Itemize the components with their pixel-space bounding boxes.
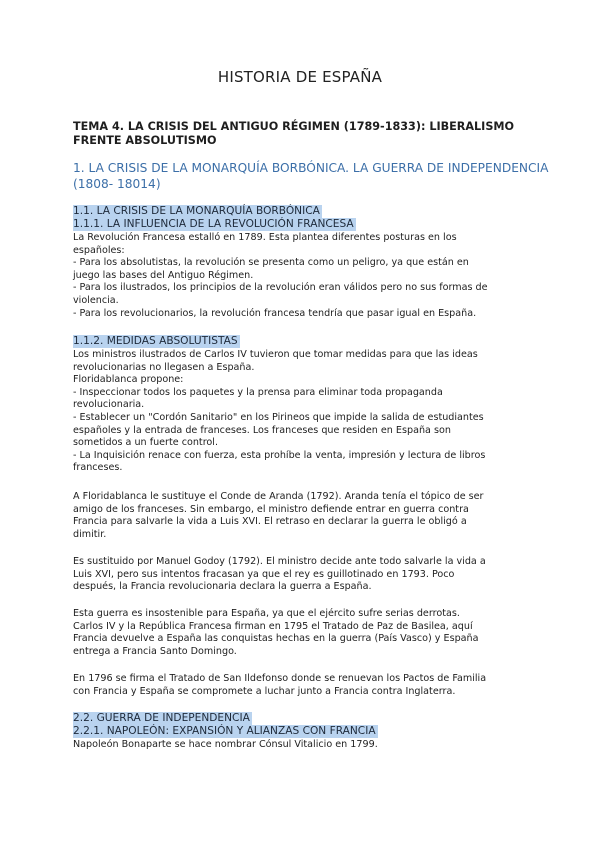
text-line: - Establecer un "Cordón Sanitario" en los Pirineos que impide la salida de estudiantes xyxy=(73,411,484,423)
document-title: HISTORIA DE ESPAÑA xyxy=(217,68,383,86)
text-line: Francia devuelve a España las conquistas hechas en la guerra (País Vasco) y España xyxy=(73,633,479,645)
text-line: sometidos a un fuerte control. xyxy=(73,437,219,449)
text-line: violencia. xyxy=(73,294,119,306)
text-line: revolucionaria. xyxy=(73,399,145,411)
text-line: Francia para salvarle la vida a Luis XVI. El retraso en declarar la guerra le obligó a xyxy=(73,516,467,528)
text-line: juego las bases del Antiguo Régimen. xyxy=(73,269,254,281)
heading-block-1-1 xyxy=(73,205,543,231)
paragraph-napoleon xyxy=(73,739,543,752)
text-line: - Para los revolucionarios, la revolución francesa tendría que pasar igual en España. xyxy=(73,307,477,319)
paragraph-aranda xyxy=(73,491,543,541)
heading-2-2-1: 2.2.1. NAPOLEÓN: EXPANSIÓN Y ALIANZAS CON FRANCIA xyxy=(73,725,376,737)
text-line: franceses. xyxy=(73,462,123,474)
text-line: amigo de los franceses. Sin embargo, el ministro defiende entrar en guerra contra xyxy=(73,503,469,515)
text-line: - La Inquisición renace con fuerza, esta prohíbe la venta, impresión y lectura de libros xyxy=(73,449,486,461)
heading-1-1: 1.1. LA CRISIS DE LA MONARQUÍA BORBÓNICA xyxy=(73,205,320,217)
heading-2-2: 2.2. GUERRA DE INDEPENDENCIA xyxy=(73,712,250,724)
tema-heading xyxy=(73,120,533,148)
text-line: - Para los absolutistas, la revolución se presenta como un peligro, ya que están en xyxy=(73,257,469,269)
text-line: Luis XVI, pero sus intentos fracasan ya que el rey es guillotinado en 1793. Poco xyxy=(73,568,455,580)
text-line: La Revolución Francesa estalló en 1789. Esta plantea diferentes posturas en los xyxy=(73,232,457,243)
heading-1-1-1: 1.1.1. LA INFLUENCIA DE LA REVOLUCIÓN FRANCESA xyxy=(73,218,354,230)
text-line: después, la Francia revolucionaria declara la guerra a España. xyxy=(73,581,372,593)
text-line: - Inspeccionar todos los paquetes y la prensa para eliminar toda propaganda xyxy=(73,386,443,398)
text-line: Los ministros ilustrados de Carlos IV tuvieron que tomar medidas para que las ideas xyxy=(73,349,478,360)
text-line: revolucionarias no llegasen a España. xyxy=(73,361,255,373)
section-1-heading xyxy=(73,160,549,192)
heading-block-2-2 xyxy=(73,712,543,738)
heading-block-1-1-2 xyxy=(73,335,543,348)
paragraph-godoy xyxy=(73,556,543,594)
text-line: En 1796 se firma el Tratado de San Ildefonso donde se renuevan los Pactos de Familia xyxy=(73,673,487,684)
paragraph-revolucion xyxy=(73,232,543,320)
section-heading-line: (1808- 18014) xyxy=(73,177,161,191)
paragraph-basilea xyxy=(73,608,543,658)
text-line: Floridablanca propone: xyxy=(73,374,184,386)
paragraph-medidas xyxy=(73,349,543,475)
text-line: Es sustituido por Manuel Godoy (1792). El ministro decide ante todo salvarle la vida a xyxy=(73,556,486,567)
tema-heading-line: TEMA 4. LA CRISIS DEL ANTIGUO RÉGIMEN (1789-1833): LIBERALISMO xyxy=(73,120,515,133)
section-heading-line: 1. LA CRISIS DE LA MONARQUÍA BORBÓNICA. LA GUERRA DE INDEPENDENCIA xyxy=(73,161,549,175)
text-line: Carlos IV y la República Francesa firman en 1795 el Tratado de Paz de Basilea, aquí xyxy=(73,620,473,632)
text-line: A Floridablanca le sustituye el Conde de Aranda (1792). Aranda tenía el tópico de ser xyxy=(73,491,484,502)
text-line: españoles: xyxy=(73,244,125,256)
text-line: con Francia y España se compromete a luchar junto a Francia contra Inglaterra. xyxy=(73,685,456,697)
text-line: Napoleón Bonaparte se hace nombrar Cónsul Vitalicio en 1799. xyxy=(73,739,378,750)
paragraph-san-ildefonso xyxy=(73,673,543,698)
text-line: entrega a Francia Santo Domingo. xyxy=(73,645,237,657)
text-line: dimitir. xyxy=(73,528,107,540)
text-line: Esta guerra es insostenible para España, ya que el ejército sufre serias derrotas. xyxy=(73,608,460,619)
tema-heading-line: FRENTE ABSOLUTISMO xyxy=(73,134,217,147)
text-line: españoles y la entrada de franceses. Los franceses que residen en España son xyxy=(73,424,451,436)
heading-1-1-2: 1.1.2. MEDIDAS ABSOLUTISTAS xyxy=(73,335,238,347)
text-line: - Para los ilustrados, los principios de la revolución eran válidos pero no sus formas de xyxy=(73,282,488,294)
